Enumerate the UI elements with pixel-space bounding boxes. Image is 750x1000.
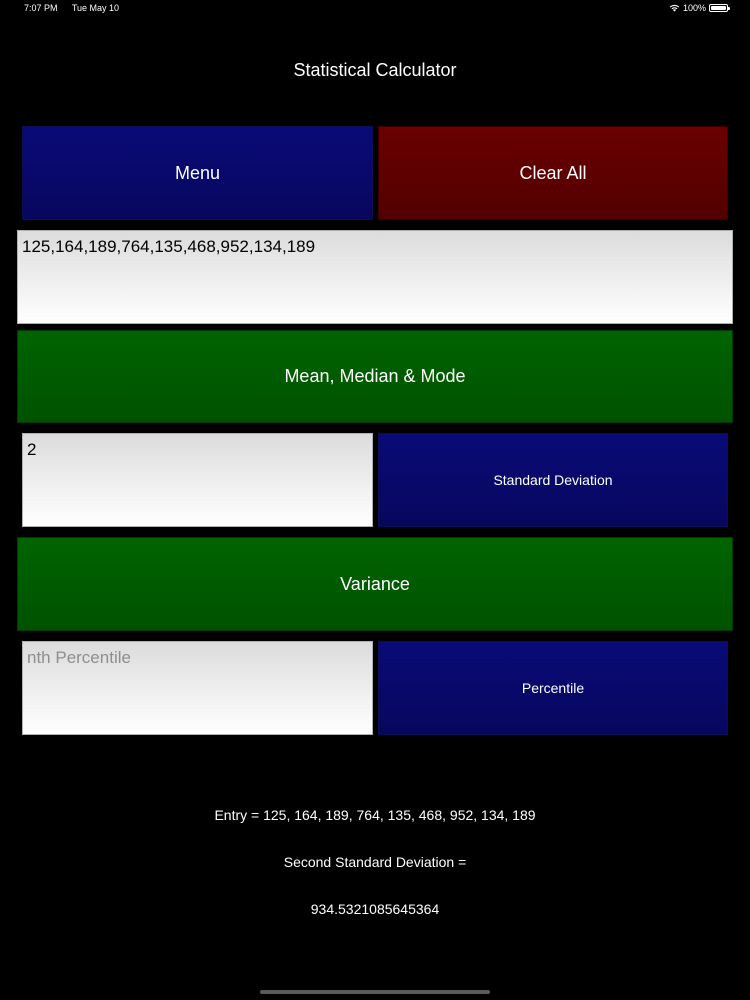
page-title: Statistical Calculator: [293, 60, 457, 80]
standard-deviation-label: Standard Deviation: [493, 472, 613, 488]
home-indicator[interactable]: [260, 990, 490, 994]
wifi-icon: [669, 4, 680, 12]
status-time: 7:07 PM: [24, 3, 58, 13]
percentile-label: Percentile: [521, 680, 585, 696]
status-bar-right: [669, 3, 728, 13]
clear-all-button-label: Clear All: [519, 162, 587, 183]
menu-button-label: Menu: [174, 162, 221, 183]
result-label: Second Standard Deviation =: [283, 854, 467, 870]
result-value: 934.5321085645364: [310, 901, 440, 917]
menu-button[interactable]: [22, 126, 373, 220]
mean-median-mode-label: Mean, Median & Mode: [284, 366, 466, 386]
clear-all-button[interactable]: [378, 126, 728, 220]
variance-label: Variance: [340, 573, 410, 594]
percentile-placeholder: nth Percentile: [27, 648, 131, 667]
percentile-field[interactable]: [22, 641, 373, 735]
battery-icon: [709, 4, 728, 12]
mean-median-mode-button[interactable]: [17, 330, 733, 423]
result-entry: Entry = 125, 164, 189, 764, 135, 468, 952, 134, 189: [214, 807, 536, 823]
deviation-count-field[interactable]: [22, 433, 373, 527]
percentile-button[interactable]: [378, 641, 728, 735]
battery-percent: 100%: [682, 3, 706, 13]
data-entry-value: 125,164,189,764,135,468,952,134,189: [22, 237, 316, 256]
variance-button[interactable]: [17, 537, 733, 631]
data-entry-field[interactable]: [17, 230, 733, 324]
status-date: Tue May 10: [71, 3, 120, 13]
status-bar-left: [24, 3, 131, 13]
standard-deviation-button[interactable]: [378, 433, 728, 527]
deviation-count-value: 2: [27, 440, 37, 459]
